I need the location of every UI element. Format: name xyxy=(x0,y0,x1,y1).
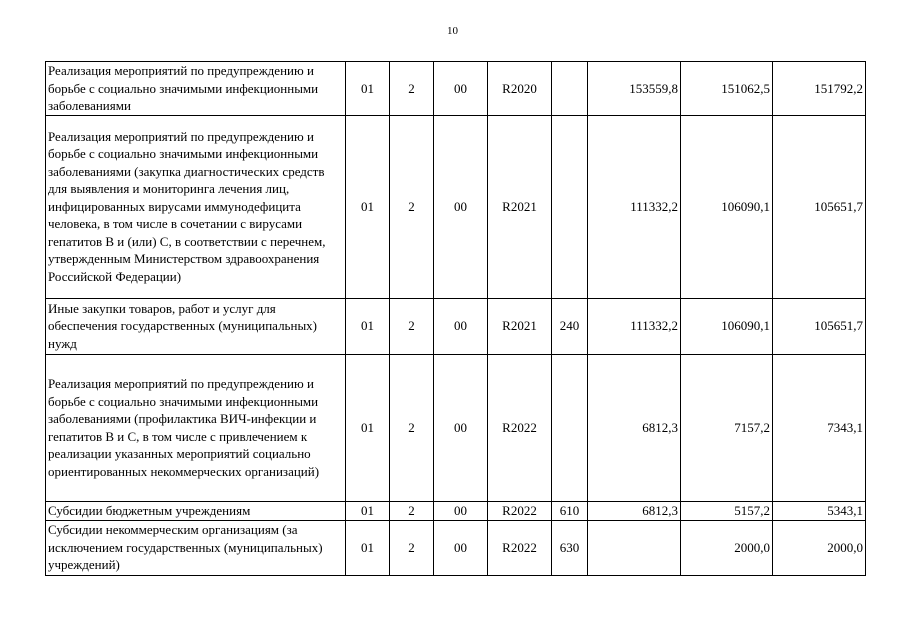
cell-amount-3: 105651,7 xyxy=(773,115,866,298)
row-name: Реализация мероприятий по предупреждению и борьбе с социально значимыми инфекционными заболеваниями (закупка диагностических средств для выявления и мониторинга лечения лиц, инфицированных вирусами иммунодефицита человека, в том числе в сочетании с вирусами гепатитов B и (или) C, в соответствии с перечнем, утвержденным Министерством здравоохранения Российской Федерации) xyxy=(46,115,346,298)
cell-expense-type: 610 xyxy=(552,501,588,520)
cell-subprogram: 00 xyxy=(434,115,488,298)
row-name: Субсидии бюджетным учреждениям xyxy=(46,501,346,520)
cell-expense-type xyxy=(552,115,588,298)
cell-amount-2: 5157,2 xyxy=(681,501,773,520)
cell-target-code: R2022 xyxy=(488,501,552,520)
cell-amount-2: 7157,2 xyxy=(681,354,773,501)
cell-program: 2 xyxy=(390,354,434,501)
table-row xyxy=(46,520,866,575)
cell-subprogram: 00 xyxy=(434,520,488,575)
cell-amount-2: 106090,1 xyxy=(681,115,773,298)
cell-amount-1 xyxy=(588,520,681,575)
cell-target-code: R2022 xyxy=(488,520,552,575)
cell-amount-1: 111332,2 xyxy=(588,298,681,354)
cell-program: 2 xyxy=(390,62,434,116)
row-name: Иные закупки товаров, работ и услуг для обеспечения государственных (муниципальных) нужд xyxy=(46,298,346,354)
cell-subprogram: 00 xyxy=(434,501,488,520)
cell-program: 2 xyxy=(390,115,434,298)
cell-section: 01 xyxy=(346,298,390,354)
cell-section: 01 xyxy=(346,62,390,116)
cell-section: 01 xyxy=(346,354,390,501)
cell-expense-type: 240 xyxy=(552,298,588,354)
cell-target-code: R2020 xyxy=(488,62,552,116)
cell-program: 2 xyxy=(390,501,434,520)
cell-amount-1: 6812,3 xyxy=(588,354,681,501)
cell-expense-type: 630 xyxy=(552,520,588,575)
cell-subprogram: 00 xyxy=(434,354,488,501)
table-row xyxy=(46,115,866,298)
cell-section: 01 xyxy=(346,501,390,520)
page-number: 10 xyxy=(447,25,458,37)
cell-amount-1: 6812,3 xyxy=(588,501,681,520)
cell-amount-2: 2000,0 xyxy=(681,520,773,575)
cell-amount-3: 151792,2 xyxy=(773,62,866,116)
cell-program: 2 xyxy=(390,520,434,575)
cell-target-code: R2022 xyxy=(488,354,552,501)
table-row xyxy=(46,298,866,354)
cell-amount-3: 5343,1 xyxy=(773,501,866,520)
row-name: Субсидии некоммерческим организациям (за исключением государственных (муниципальных) учреждений) xyxy=(46,520,346,575)
cell-target-code: R2021 xyxy=(488,298,552,354)
table-row xyxy=(46,62,866,116)
cell-expense-type xyxy=(552,62,588,116)
budget-table xyxy=(45,61,866,576)
cell-amount-3: 2000,0 xyxy=(773,520,866,575)
cell-section: 01 xyxy=(346,520,390,575)
cell-target-code: R2021 xyxy=(488,115,552,298)
cell-subprogram: 00 xyxy=(434,62,488,116)
cell-amount-2: 151062,5 xyxy=(681,62,773,116)
cell-amount-1: 153559,8 xyxy=(588,62,681,116)
table-row xyxy=(46,501,866,520)
table-row xyxy=(46,354,866,501)
cell-section: 01 xyxy=(346,115,390,298)
cell-expense-type xyxy=(552,354,588,501)
cell-program: 2 xyxy=(390,298,434,354)
cell-amount-1: 111332,2 xyxy=(588,115,681,298)
row-name: Реализация мероприятий по предупреждению и борьбе с социально значимыми инфекционными заболеваниями (профилактика ВИЧ-инфекции и гепатитов B и C, в том числе с привлечением к реализации указанных мероприятий социально ориентированных некоммерческих организаций) xyxy=(46,354,346,501)
cell-amount-2: 106090,1 xyxy=(681,298,773,354)
cell-amount-3: 7343,1 xyxy=(773,354,866,501)
row-name: Реализация мероприятий по предупреждению и борьбе с социально значимыми инфекционными заболеваниями xyxy=(46,62,346,116)
cell-subprogram: 00 xyxy=(434,298,488,354)
cell-amount-3: 105651,7 xyxy=(773,298,866,354)
